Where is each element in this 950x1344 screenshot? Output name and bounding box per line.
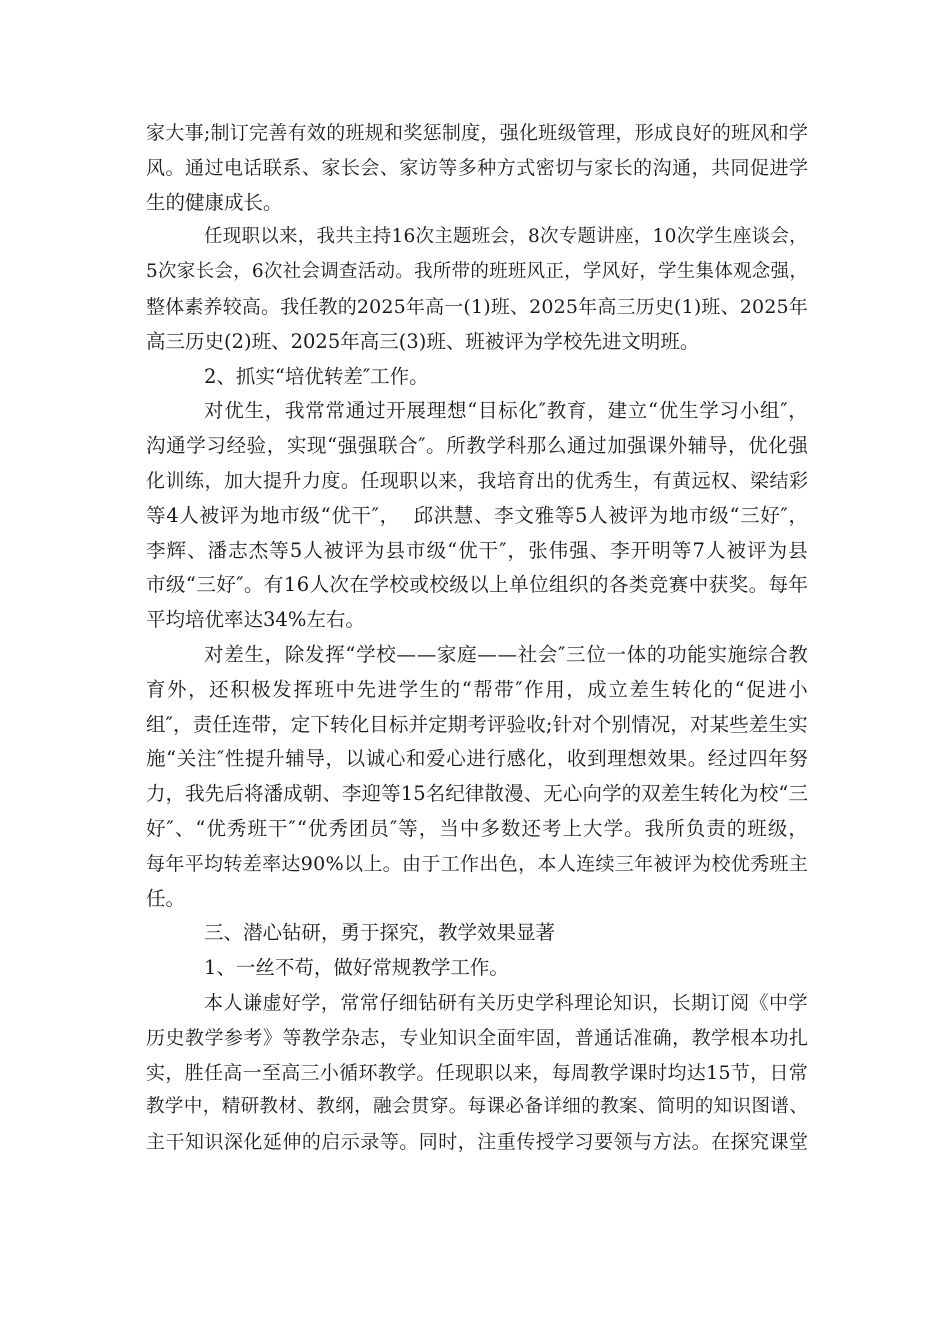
text-line: 历 史 教 学 参 考 》 等 教 学 杂 志 ， 专 业 知 识 全 面 牢 固 ， 普 通 话 准 确 ， 教 学 根 本 功 扎 bbox=[146, 1026, 808, 1049]
text-line: 市 级 “ 三 好 ″ 。 有 1 6 人 次 在 学 校 或 校 级 以 上 单 位 组 织 的 各 类 竞 赛 中 获 奖 。 每 年 bbox=[146, 573, 808, 597]
text-line: 李 辉 、 潘 志 杰 等 5 人 被 评 为 县 市 级 “ 优 干 ″ ， 张 伟 强 、 李 开 明 等 7 人 被 评 为 县 bbox=[146, 538, 808, 562]
text-line: 好 ″ 、 “ 优 秀 班 干 ″ “ 优 秀 团 员 ″ 等 ， 当 中 多 数 还 考 上 大 学 。 我 所 负 责 的 班 级 ， bbox=[146, 816, 808, 840]
text-line: 本 人 谦 虚 好 学 ， 常 常 仔 细 钻 研 有 关 历 史 学 科 理 论 知 识 ， 长 期 订 阅 《 中 学 bbox=[204, 991, 808, 1014]
text-line: 风 。 通 过 电 话 联 系 、 家 长 会 、 家 访 等 多 种 方 式 密 切 与 家 长 的 沟 通 ， 共 同 促 进 学 bbox=[146, 156, 808, 179]
text-line: 对 优 生 ， 我 常 常 通 过 开 展 理 想 “ 目 标 化 ″ 教 育 ， 建 立 “ 优 生 学 习 小 组 ″ ， bbox=[204, 399, 808, 423]
text-line: 三、潜心钻研，勇于探究，教学效果显著 bbox=[204, 921, 556, 945]
text-line: 实 ， 胜 任 高 一 至 高 三 小 循 环 教 学 。 任 现 职 以 来 ， 每 周 教 学 课 时 均 达 1 5 节 ， 日 常 bbox=[146, 1061, 808, 1084]
text-line: 整 体 素 养 较 高 。 我 任 教 的 2 0 2 5 年 高 一 ( 1 ) 班 、 2 0 2 5 年 高 三 历 史 ( 1 ) 班 、 2 0 2 5 年 bbox=[146, 295, 808, 318]
text-line: 任。 bbox=[146, 886, 186, 910]
text-line: 每 年 平 均 转 差 率 达 9 0 % 以 上 。 由 于 工 作 出 色 ， 本 人 连 续 三 年 被 评 为 校 优 秀 班 主 bbox=[146, 852, 808, 875]
text-line: 任 现 职 以 来 ， 我 共 主 持 1 6 次 主 题 班 会 ， 8 次 专 题 讲 座 ， 1 0 次 学 生 座 谈 会 ， bbox=[204, 226, 808, 248]
text-line: 施 “ 关 注 ″ 性 提 升 辅 导 ， 以 诚 心 和 爱 心 进 行 感 化 ， 收 到 理 想 效 果 。 经 过 四 年 努 bbox=[146, 747, 808, 771]
text-line: 2、抓实“培优转差″工作。 bbox=[204, 364, 429, 388]
text-line: 化 训 练 ， 加 大 提 升 力 度 。 任 现 职 以 来 ， 我 培 育 出 的 优 秀 生 ， 有 黄 远 权 、 梁 结 彩 bbox=[146, 469, 808, 492]
text-line: 沟 通 学 习 经 验 ， 实 现 “ 强 强 联 合 ″ 。 所 教 学 科 那 么 通 过 加 强 课 外 辅 导 ， 优 化 强 bbox=[146, 434, 808, 458]
text-line: 5 次 家 长 会 ， 6 次 社 会 调 查 活 动 。 我 所 带 的 班 班 风 正 ， 学 风 好 ， 学 生 集 体 观 念 强 ， bbox=[146, 261, 808, 283]
text-line: 等 4 人 被 评 为 地 市 级 “ 优 干 ″ ， 邱 洪 慧 、 李 文 雅 等 5 人 被 评 为 地 市 级 “ 三 好 ″ ， bbox=[146, 503, 808, 527]
text-line: 教 学 中 ， 精 研 教 材 、 教 纲 ， 融 会 贯 穿 。 每 课 必 备 详 细 的 教 案 、 简 明 的 知 识 图 谱 、 bbox=[146, 1096, 808, 1118]
text-line: 家 大 事 ; 制 订 完 善 有 效 的 班 规 和 奖 惩 制 度 ， 强 化 班 级 管 理 ， 形 成 良 好 的 班 风 和 学 bbox=[146, 122, 808, 144]
text-line: 育 外 ， 还 积 极 发 挥 班 中 先 进 学 生 的 “ 帮 带 ″ 作 用 ， 成 立 差 生 转 化 的 “ 促 进 小 bbox=[146, 677, 808, 701]
text-line: 高三历史(2)班、2025年高三(3)班、班被评为学校先进文明班。 bbox=[146, 329, 700, 353]
text-line: 平均培优率达34%左右。 bbox=[146, 608, 365, 632]
text-line: 力 ， 我 先 后 将 潘 成 朝 、 李 迎 等 1 5 名 纪 律 散 漫 、 无 心 向 学 的 双 差 生 转 化 为 校 “ 三 bbox=[146, 782, 808, 806]
text-line: 1、一丝不苟，做好常规教学工作。 bbox=[204, 956, 509, 980]
text-line: 组 ″ ， 责 任 连 带 ， 定 下 转 化 目 标 并 定 期 考 评 验 收 ; 针 对 个 别 情 况 ， 对 某 些 差 生 实 bbox=[146, 712, 808, 736]
text-line: 对 差 生 ， 除 发 挥 “ 学 校 — — 家 庭 — — 社 会 ″ 三 位 一 体 的 功 能 实 施 综 合 教 bbox=[204, 642, 808, 666]
text-line: 主 干 知 识 深 化 延 伸 的 启 示 录 等 。 同 时 ， 注 重 传 授 学 习 要 领 与 方 法 。 在 探 究 课 堂 bbox=[146, 1131, 808, 1154]
document-body bbox=[146, 116, 808, 1160]
text-line: 生的健康成长。 bbox=[146, 190, 283, 214]
